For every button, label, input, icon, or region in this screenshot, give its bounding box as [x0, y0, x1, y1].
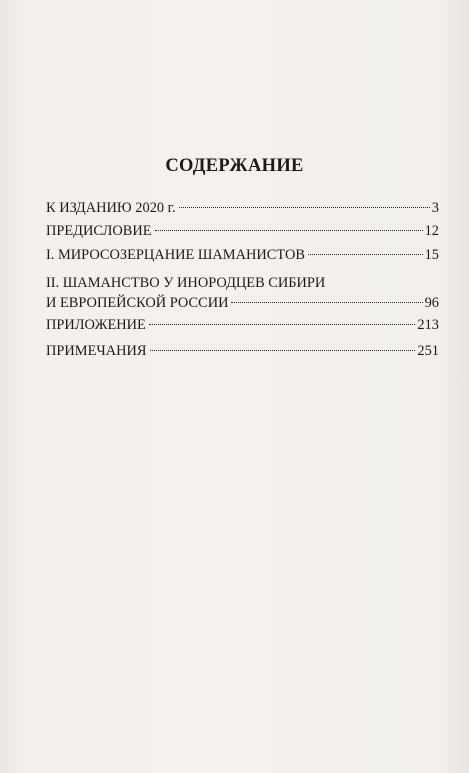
toc-entry-title: ПРИМЕЧАНИЯ [46, 343, 147, 359]
dot-leader [308, 254, 423, 255]
toc-entry-appendix[interactable] [46, 315, 439, 335]
toc-entry-foreword[interactable] [46, 221, 439, 241]
dot-leader [179, 207, 430, 208]
toc-entry-page: 213 [417, 317, 439, 333]
toc-entry-title: К ИЗДАНИЮ 2020 г. [46, 200, 176, 216]
dot-leader [149, 324, 416, 325]
toc-entry-title: И ЕВРОПЕЙСКОЙ РОССИИ [46, 295, 229, 311]
contents-heading: СОДЕРЖАНИЕ [165, 156, 304, 176]
toc-entry-notes[interactable] [46, 341, 439, 361]
toc-entry-chapter-1[interactable] [46, 245, 439, 265]
toc-entry-preface-2020[interactable] [46, 198, 439, 218]
dot-leader [231, 302, 422, 303]
toc-entry-title: ПРИЛОЖЕНИЕ [46, 317, 146, 333]
toc-entry-page: 15 [424, 247, 439, 263]
toc-entry-page: 3 [431, 200, 439, 216]
toc-entry-page: 96 [424, 295, 439, 311]
dot-leader [150, 350, 416, 351]
toc-entry-title-line1: II. ШАМАНСТВО У ИНОРОДЦЕВ СИБИРИ [46, 275, 326, 291]
toc-entry-page: 251 [417, 343, 439, 359]
dot-leader [155, 230, 423, 231]
toc-entry-page: 12 [424, 223, 439, 239]
toc-entry-title: ПРЕДИСЛОВИЕ [46, 223, 152, 239]
toc-entry-chapter-2[interactable] [46, 273, 439, 313]
toc-entry-title: I. МИРОСОЗЕРЦАНИЕ ШАМАНИСТОВ [46, 247, 305, 263]
